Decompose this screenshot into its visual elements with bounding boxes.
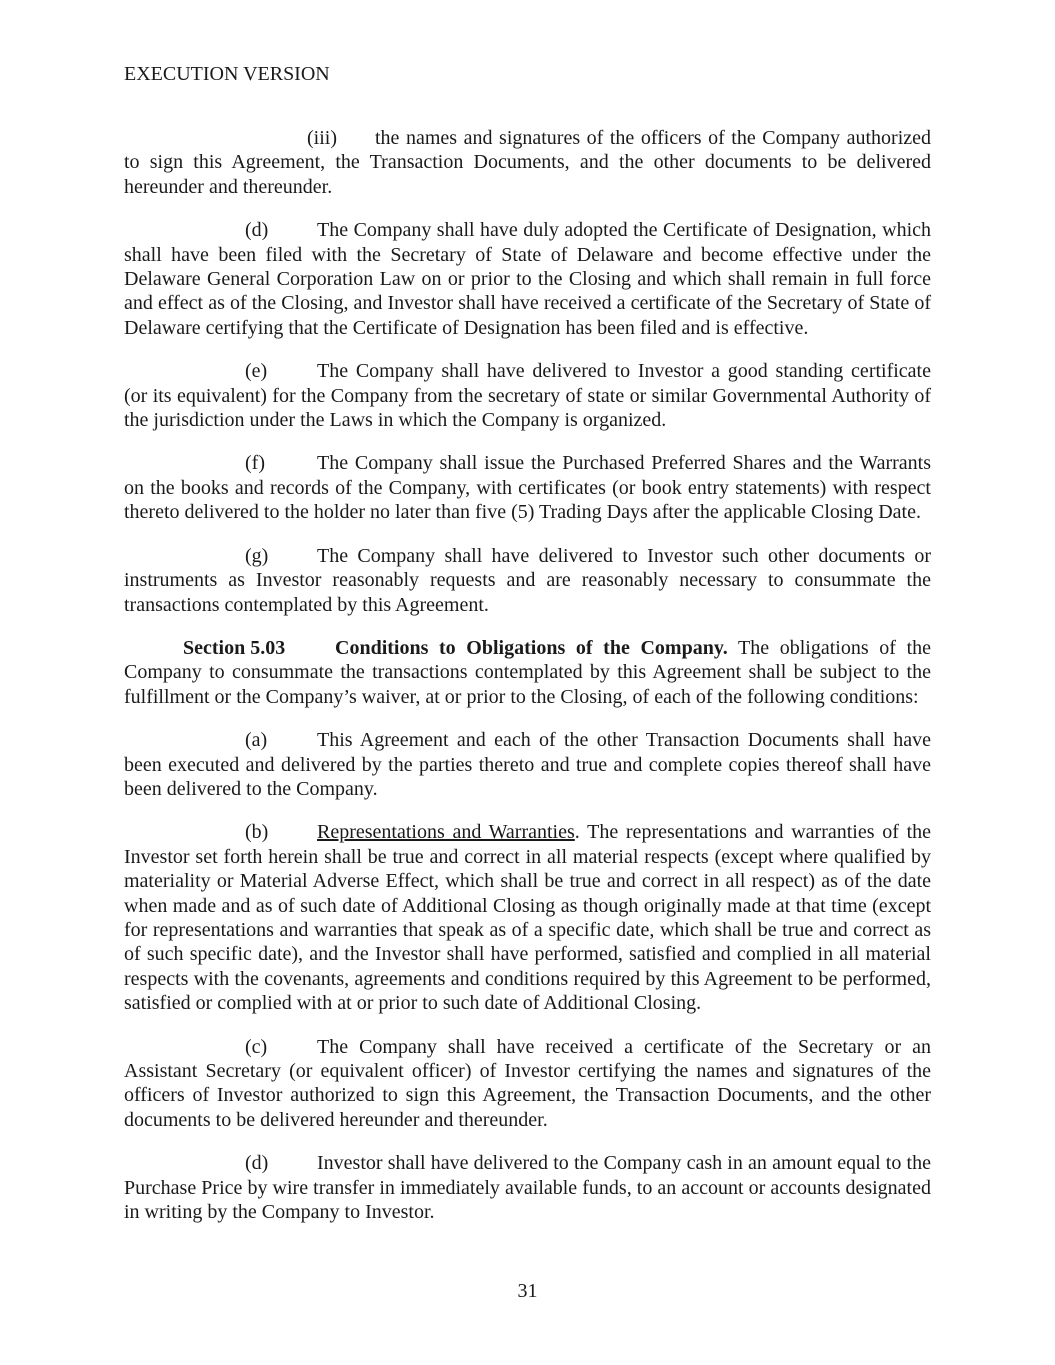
section-title: Conditions to Obligations of the Company. xyxy=(335,636,728,659)
paragraph-f xyxy=(124,451,931,524)
clause-heading-underlined: Representations and Warranties xyxy=(317,821,575,844)
list-marker-f: (f) xyxy=(245,452,265,475)
paragraph-text: The Company shall have delivered to Investor such other documents or instruments as Investor reasonably requests and are reasonably necessary to consummate the transactions contemplated by this Agreement. xyxy=(124,544,931,616)
paragraph-text: the names and signatures of the officers of the Company authorized to sign this Agreement, the Transaction Documents, and the other documents to be delivered hereunder and thereunder. xyxy=(124,127,931,198)
paragraph-d xyxy=(124,218,931,340)
list-marker-iii: (iii) xyxy=(307,127,337,149)
list-marker-b: (b) xyxy=(245,821,269,844)
paragraph-text: Investor shall have delivered to the Company cash in an amount equal to the Purchase Price by wire transfer in immediately available funds, to an account or accounts designated in writing by the Company to Investor. xyxy=(124,1152,931,1224)
paragraph-a xyxy=(124,728,931,801)
execution-version-header: EXECUTION VERSION xyxy=(124,63,330,85)
list-marker-c: (c) xyxy=(245,1035,268,1058)
paragraph-text: The Company shall issue the Purchased Preferred Shares and the Warrants on the books and records of the Company, with certificates (or book entry statements) with respect thereto delivered to the holder no later than five (5) Trading Days after the applicable Closing Date. xyxy=(124,452,931,524)
list-marker-g: (g) xyxy=(245,544,269,567)
paragraph-text: The Company shall have delivered to Investor a good standing certificate (or its equivalent) for the Company from the secretary of state or similar Governmental Authority of the jurisdiction under the Laws in which the Company is organized. xyxy=(124,360,931,432)
paragraph-text: The obligations of the Company to consummate the transactions contemplated by this Agreement shall be subject to the fulfillment or the Company’s waiver, at or prior to the Closing, of each of the following conditions: xyxy=(124,636,931,708)
paragraph-text: . The representations and warranties of the Investor set forth herein shall be true and correct in all material respects (except where qualified by materiality or Material Adverse Effect, which shall be true and correct in all respect) as of the date when made and as of such date of Additional Closing as though originally made at that time (except for representations and warranties that speak as of a specific date, which shall be true and correct as of such specific date), and the Investor shall have performed, satisfied and complied in all material respects with the covenants, agreements and conditions required by this Agreement to be performed, satisfied or complied with at or prior to such date of Additional Closing. xyxy=(124,821,931,1015)
paragraph-text: The Company shall have duly adopted the Certificate of Designation, which shall have been filed with the Secretary of State of Delaware and become effective under the Delaware General Corporation Law on or prior to the Closing and which shall remain in full force and effect as of the Closing, and Investor shall have received a certificate of the Secretary of State of Delaware certifying that the Certificate of Designation has been filed and is effective. xyxy=(124,219,931,339)
paragraph-b xyxy=(124,820,931,1015)
list-marker-d: (d) xyxy=(245,219,269,242)
page-number: 31 xyxy=(517,1280,538,1302)
paragraph-g xyxy=(124,544,931,617)
paragraph-iii xyxy=(124,126,931,199)
list-marker-a: (a) xyxy=(245,729,268,752)
paragraph-text: The Company shall have received a certificate of the Secretary or an Assistant Secretary (or equivalent officer) of Investor certifying the names and signatures of the officers of Investor authorized to sign this Agreement, the Transaction Documents, and the other documents to be delivered hereunder and thereunder. xyxy=(124,1035,931,1131)
section-5-03 xyxy=(124,636,931,709)
paragraph-text: This Agreement and each of the other Transaction Documents shall have been executed and delivered by the parties thereto and true and complete copies thereof shall have been delivered to the Company. xyxy=(124,729,931,800)
paragraph-c xyxy=(124,1035,931,1133)
paragraph-e xyxy=(124,359,931,432)
list-marker-e: (e) xyxy=(245,360,268,383)
paragraph-d2 xyxy=(124,1151,931,1224)
list-marker-d2: (d) xyxy=(245,1152,269,1175)
section-number: Section 5.03 xyxy=(183,636,286,659)
